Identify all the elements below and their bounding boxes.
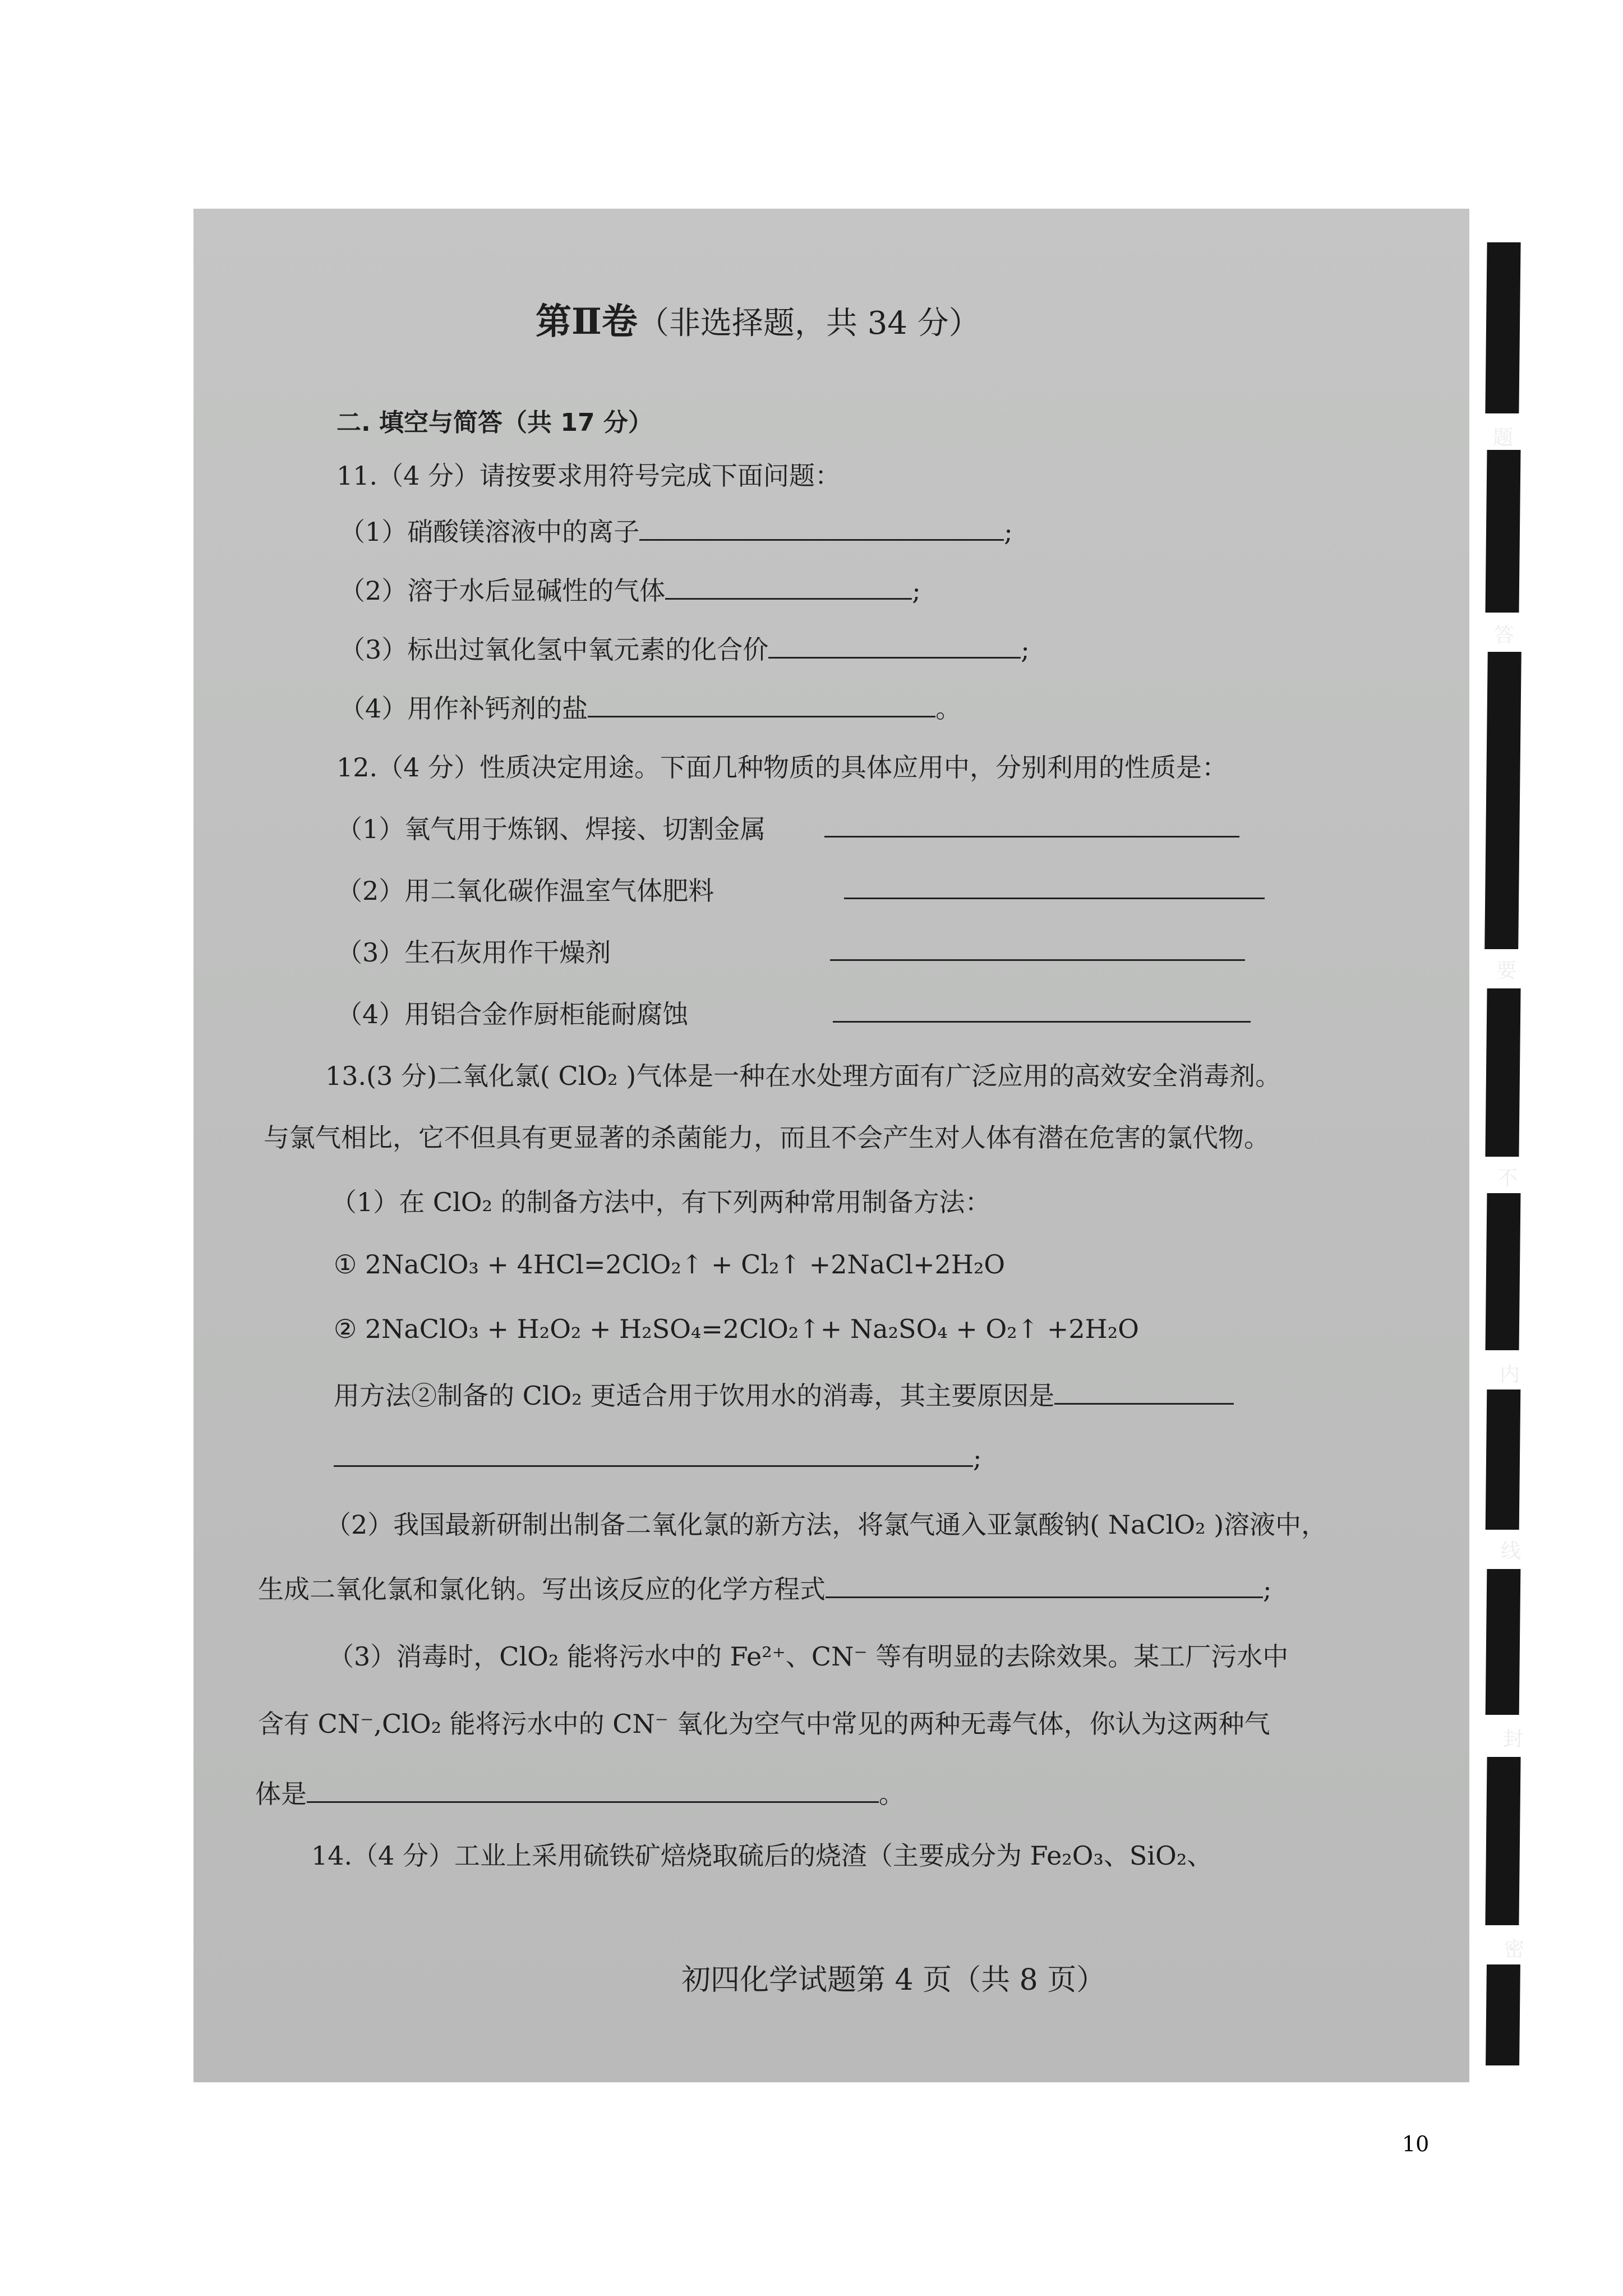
- question-13-part3: 含有 CN⁻,ClO₂ 能将污水中的 CN⁻ 氧化为空气中常见的两种无毒气体，你认为这两种气: [258, 1709, 1270, 1739]
- question-13-part2: 生成二氧化氯和氯化钠。写出该反应的化学方程式 ;: [258, 1574, 1272, 1604]
- question-13-part3: 体是 。: [255, 1779, 905, 1809]
- binding-label: 密: [1504, 1938, 1524, 1961]
- question-13-part1-question: 用方法②制备的 ClO₂ 更适合用于饮用水的消毒，其主要原因是: [334, 1375, 1234, 1412]
- part-title: 第Ⅱ卷: [536, 301, 638, 343]
- binding-bar: [1486, 1193, 1521, 1350]
- question-11-item: （3）标出过氧化氢中氧元素的化合价 ;: [339, 634, 1030, 665]
- binding-bar: [1484, 652, 1521, 949]
- question-11-item: （2）溶于水后显碱性的气体 ;: [339, 576, 921, 606]
- question-14-stem: 14.（4 分）工业上采用硫铁矿焙烧取硫后的烧渣（主要成分为 Fe₂O₃、SiO₂、: [311, 1841, 1213, 1871]
- page-number: 10: [1402, 2132, 1430, 2156]
- binding-label: 题: [1492, 426, 1513, 449]
- exam-page-photo: [193, 209, 1524, 2082]
- binding-label: 封: [1502, 1728, 1523, 1751]
- question-13-part2: （2）我国最新研制出制备二氧化氯的新方法，将氯气通入亚氯酸钠( NaClO₂ )溶液中，: [325, 1510, 1327, 1540]
- question-13-part1-answer: ;: [334, 1443, 982, 1473]
- binding-bar: [1486, 1569, 1521, 1715]
- question-11-item: （4）用作补钙剂的盐 。: [339, 693, 962, 724]
- binding-bar: [1486, 1964, 1520, 2065]
- binding-bar: [1485, 450, 1520, 613]
- binding-label: 不: [1497, 1167, 1518, 1190]
- section-heading: 二. 填空与简答（共 17 分）: [336, 408, 653, 437]
- binding-bar: [1486, 1389, 1521, 1530]
- binding-label: 答: [1493, 624, 1514, 647]
- question-13-part1: （1）在 ClO₂ 的制备方法中，有下列两种常用制备方法：: [331, 1187, 991, 1217]
- question-13-part3: （3）消毒时，ClO₂ 能将污水中的 Fe²⁺、CN⁻ 等有明显的去除效果。某工厂污水中: [328, 1641, 1289, 1672]
- question-12-stem: 12.（4 分）性质决定用途。下面几种物质的具体应用中，分别利用的性质是：: [336, 752, 1228, 783]
- binding-bar: [1485, 242, 1520, 413]
- binding-label: 要: [1496, 959, 1516, 982]
- question-11-stem: 11.（4 分）请按要求用符号完成下面问题：: [336, 461, 841, 491]
- binding-bar: [1485, 988, 1520, 1157]
- answer-line: [830, 959, 1245, 961]
- question-12-item: （1）氧气用于炼钢、焊接、切割金属: [336, 814, 766, 844]
- part-subtitle: （非选择题，共 34 分）: [637, 305, 980, 342]
- binding-bar: [1485, 1757, 1520, 1925]
- equation-2: ② 2NaClO₃ + H₂O₂ + H₂SO₄=2ClO₂↑+ Na₂SO₄ + O₂↑ +2H₂O: [334, 1314, 1139, 1344]
- part-title-line: [536, 293, 980, 344]
- binding-label: 内: [1499, 1363, 1520, 1386]
- equation-1: ① 2NaClO₃ + 4HCl=2ClO₂↑ + Cl₂↑ +2NaCl+2H₂O: [334, 1249, 1006, 1280]
- answer-line: [833, 1021, 1251, 1023]
- question-12-item: （3）生石灰用作干燥剂: [336, 937, 611, 968]
- page-footer: 初四化学试题第 4 页（共 8 页）: [681, 1963, 1106, 1997]
- question-13-stem: 13.(3 分)二氧化氯( ClO₂ )气体是一种在水处理方面有广泛应用的高效安全消毒剂。: [325, 1061, 1281, 1091]
- answer-line: [844, 898, 1265, 899]
- binding-label: 线: [1500, 1540, 1521, 1563]
- answer-line: [824, 836, 1239, 838]
- question-12-item: （2）用二氧化碳作温室气体肥料: [336, 876, 714, 906]
- question-11-item: （1）硝酸镁溶液中的离子 ;: [339, 517, 1013, 547]
- question-12-item: （4）用铝合金作厨柜能耐腐蚀: [336, 999, 689, 1029]
- question-13-stem: 与氯气相比，它不但具有更显著的杀菌能力，而且不会产生对人体有潜在危害的氯代物。: [264, 1122, 1270, 1153]
- binding-margin: [1475, 242, 1545, 2065]
